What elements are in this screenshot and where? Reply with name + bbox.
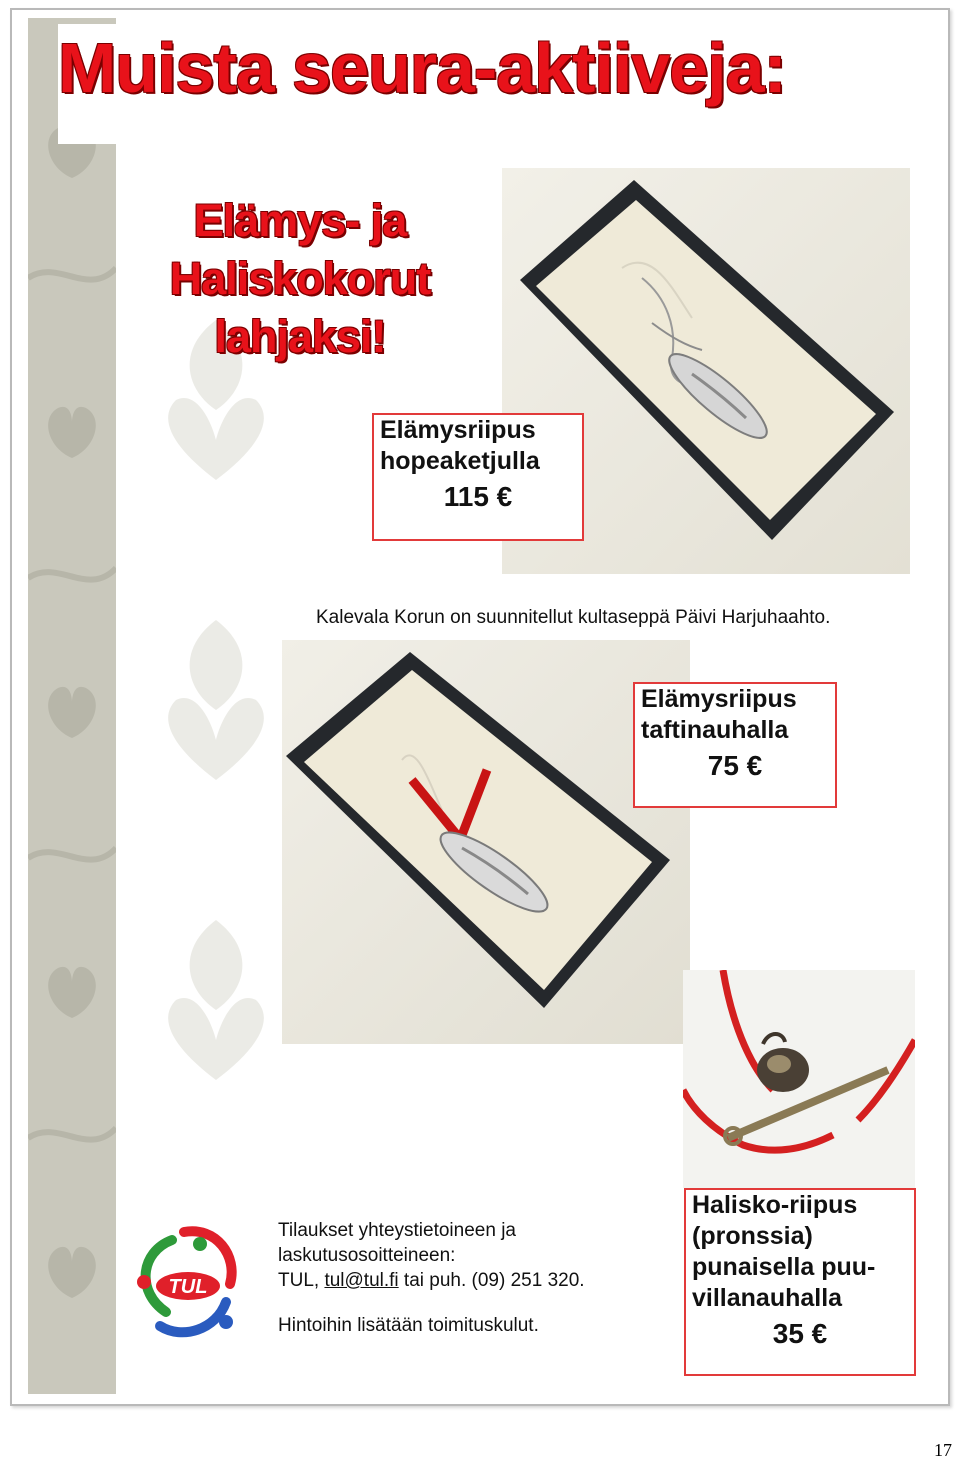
product-name-line: Elämysriipus	[641, 685, 797, 713]
product-name-line: Halisko-riipus	[692, 1191, 858, 1219]
product-price: 35 €	[772, 1318, 828, 1349]
product-photo-taffeta-ribbon	[282, 640, 690, 1044]
tul-logo	[126, 1222, 248, 1344]
contact-line: laskutusosoitteineen:	[278, 1245, 456, 1266]
gift-title	[140, 192, 460, 366]
product-name-line: hopeaketjulla	[380, 447, 540, 475]
product-name-line: (pronssia)	[692, 1222, 813, 1250]
gift-title-line: Haliskokorut	[169, 253, 431, 304]
product-price: 75 €	[707, 750, 763, 781]
price-box-halisko	[684, 1188, 916, 1376]
decorative-sidebar	[28, 18, 116, 1394]
product-photo-halisko	[683, 970, 915, 1188]
contact-line	[278, 1268, 585, 1293]
contact-line: Tilaukset yhteystietoineen ja	[278, 1220, 516, 1241]
page-headline	[58, 24, 928, 144]
product-name-line: Elämysriipus	[380, 416, 536, 444]
contact-prefix: TUL,	[278, 1270, 325, 1291]
order-contact-info	[278, 1218, 585, 1338]
gift-title-line: lahjaksi!	[214, 311, 386, 362]
product-name-line: villanauhalla	[692, 1284, 843, 1312]
page-number: 17	[934, 1440, 952, 1460]
designer-credit: Kalevala Korun on suunnitellut kultaseppä Päivi Harjuhaahto.	[316, 607, 831, 628]
product-price: 115 €	[443, 481, 513, 512]
contact-phone: tai puh. (09) 251 320.	[398, 1270, 585, 1291]
product-name-line: punaisella puu-	[692, 1253, 876, 1281]
shipping-note: Hintoihin lisätään toimituskulut.	[278, 1315, 539, 1336]
price-box-silver-chain	[372, 413, 584, 541]
price-box-taffeta-ribbon	[633, 682, 837, 808]
email-link[interactable]: tul@tul.fi	[324, 1270, 399, 1291]
product-name-line: taftinauhalla	[641, 716, 789, 744]
headline-text: Muista seura-aktiiveja:	[58, 29, 786, 107]
gift-title-line: Elämys- ja	[193, 195, 407, 246]
logo-text: TUL	[168, 1276, 208, 1298]
